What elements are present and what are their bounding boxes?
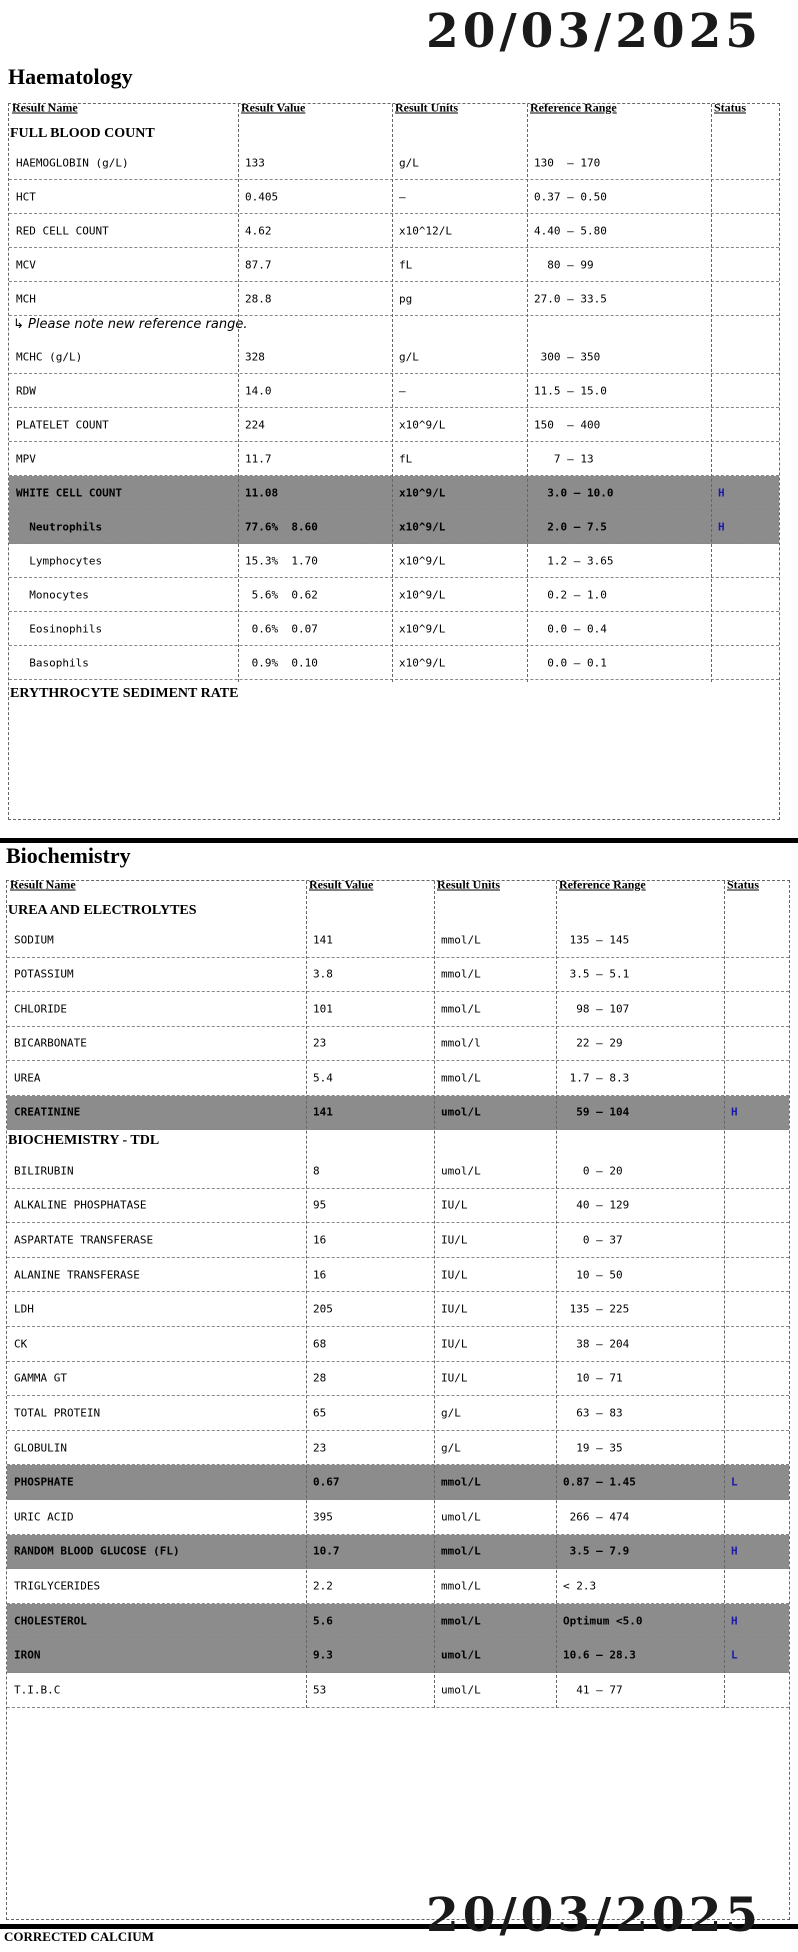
table-row <box>9 578 779 612</box>
cell-name: IRON <box>14 1648 41 1662</box>
cell-name: HCT <box>16 190 36 203</box>
cell-value: 0.67 <box>313 1475 340 1489</box>
cell-value: 0.405 <box>245 190 279 203</box>
cell-units: IU/L <box>441 1198 468 1212</box>
haematology-table <box>8 100 780 820</box>
table-row <box>7 1362 789 1397</box>
cell-range: 22 – 29 <box>563 1036 623 1050</box>
cell-range: 27.0 – 33.5 <box>534 292 607 305</box>
table-row <box>7 1673 789 1708</box>
cell-name: Neutrophils <box>16 520 103 533</box>
cell-value: 77.6% 8.60 <box>245 520 318 533</box>
cell-name: RDW <box>16 384 36 397</box>
table-row <box>7 1465 789 1500</box>
cell-value: 5.4 <box>313 1071 333 1085</box>
cell-value: 205 <box>313 1302 333 1316</box>
cell-range: 7 – 13 <box>534 452 594 465</box>
table-row <box>7 1027 789 1062</box>
table-row <box>9 248 779 282</box>
cell-range: 0.2 – 1.0 <box>534 588 607 601</box>
column-divider <box>556 881 557 1708</box>
cell-value: 68 <box>313 1337 327 1351</box>
report-date-footer: 20/03/2025 <box>426 1888 762 1943</box>
cell-range: 300 – 350 <box>534 350 601 363</box>
column-divider <box>527 104 528 682</box>
reference-range-note: ↳ Please note new reference range. <box>13 317 248 332</box>
cell-units: umol/L <box>441 1164 481 1178</box>
cell-value: 16 <box>313 1268 327 1282</box>
header-status: Status <box>714 100 747 115</box>
cell-value: 15.3% 1.70 <box>245 554 318 567</box>
table-row <box>7 1292 789 1327</box>
table-row <box>7 1604 789 1639</box>
cell-name: Basophils <box>16 656 89 669</box>
cell-value: 3.8 <box>313 967 333 981</box>
table-row <box>7 1638 789 1673</box>
cell-units: umol/L <box>441 1510 481 1524</box>
cell-value: 53 <box>313 1683 327 1697</box>
cell-name: Monocytes <box>16 588 89 601</box>
table-row <box>7 1223 789 1258</box>
cell-range: 0.0 – 0.4 <box>534 622 607 635</box>
table-row <box>9 612 779 646</box>
cell-units: x10^9/L <box>399 554 446 567</box>
cell-units: umol/L <box>441 1105 481 1119</box>
cell-status: L <box>731 1475 738 1489</box>
cell-name: Lymphocytes <box>16 554 103 567</box>
header-reference-range: Reference Range <box>559 877 646 892</box>
cell-range: 80 – 99 <box>534 258 594 271</box>
cell-status: H <box>718 486 725 499</box>
cell-range: 3.5 – 7.9 <box>563 1544 630 1558</box>
cell-units: mmol/L <box>441 967 481 981</box>
biochemistry-table <box>6 877 790 1920</box>
cell-units: mmol/L <box>441 1614 481 1628</box>
table-row <box>7 992 789 1027</box>
table-row <box>7 1154 789 1189</box>
cell-name: CK <box>14 1337 28 1351</box>
cell-range: Optimum <5.0 <box>563 1614 643 1628</box>
table-row <box>7 1258 789 1293</box>
cell-units: x10^9/L <box>399 486 446 499</box>
cell-value: 2.2 <box>313 1579 333 1593</box>
cell-units: umol/L <box>441 1648 481 1662</box>
table-row <box>9 180 779 214</box>
cell-value: 14.0 <box>245 384 272 397</box>
cell-status: H <box>718 520 725 533</box>
cell-name: HAEMOGLOBIN (g/L) <box>16 156 129 169</box>
table-row <box>9 442 779 476</box>
table-row <box>9 510 779 544</box>
cell-units: pg <box>399 292 413 305</box>
cell-units: IU/L <box>441 1337 468 1351</box>
cell-value: 101 <box>313 1002 333 1016</box>
cell-units: – <box>399 384 406 397</box>
cell-units: mmol/L <box>441 1475 481 1489</box>
cell-range: 38 – 204 <box>563 1337 630 1351</box>
cell-value: 23 <box>313 1441 327 1455</box>
cell-units: x10^9/L <box>399 418 446 431</box>
cell-name: SODIUM <box>14 933 54 947</box>
cell-units: IU/L <box>441 1302 468 1316</box>
cell-value: 65 <box>313 1406 327 1420</box>
cell-name: BILIRUBIN <box>14 1164 74 1178</box>
table-row <box>7 1431 789 1466</box>
cell-units: IU/L <box>441 1233 468 1247</box>
column-divider <box>434 881 435 1708</box>
column-divider <box>724 881 725 1708</box>
cell-name: BICARBONATE <box>14 1036 87 1050</box>
column-divider <box>238 104 239 682</box>
cell-name: MCHC (g/L) <box>16 350 83 363</box>
cell-range: 130 – 170 <box>534 156 601 169</box>
cell-status: L <box>731 1648 738 1662</box>
cell-value: 224 <box>245 418 265 431</box>
table-row <box>7 923 789 958</box>
cell-value: 9.3 <box>313 1648 333 1662</box>
cell-name: RED CELL COUNT <box>16 224 109 237</box>
cell-name: CHLORIDE <box>14 1002 67 1016</box>
table-row <box>7 1396 789 1431</box>
cell-range: 0.0 – 0.1 <box>534 656 607 669</box>
cell-units: g/L <box>441 1406 461 1420</box>
cell-range: 3.5 – 5.1 <box>563 967 630 981</box>
cell-value: 16 <box>313 1233 327 1247</box>
table-row <box>7 1500 789 1535</box>
cell-units: mmol/L <box>441 1002 481 1016</box>
cell-name: TRIGLYCERIDES <box>14 1579 101 1593</box>
table-row <box>7 1535 789 1570</box>
cell-value: 141 <box>313 1105 333 1119</box>
cell-units: x10^9/L <box>399 588 446 601</box>
cell-range: 0 – 20 <box>563 1164 623 1178</box>
esr-subhead: ERYTHROCYTE SEDIMENT RATE <box>10 686 239 701</box>
cell-units: g/L <box>399 156 419 169</box>
table-row <box>7 1569 789 1604</box>
header-reference-range: Reference Range <box>530 100 617 115</box>
cell-range: 3.0 – 10.0 <box>534 486 614 499</box>
cell-value: 28 <box>313 1371 327 1385</box>
cell-value: 0.9% 0.10 <box>245 656 318 669</box>
cell-units: x10^9/L <box>399 520 446 533</box>
cell-units: x10^12/L <box>399 224 452 237</box>
table-row <box>7 1189 789 1224</box>
cell-range: 0 – 37 <box>563 1233 623 1247</box>
table-row <box>9 340 779 374</box>
cell-range: 11.5 – 15.0 <box>534 384 607 397</box>
cell-value: 10.7 <box>313 1544 340 1558</box>
cell-status: H <box>731 1105 738 1119</box>
cell-range: 0.87 – 1.45 <box>563 1475 636 1489</box>
cell-units: IU/L <box>441 1268 468 1282</box>
cell-value: 5.6% 0.62 <box>245 588 318 601</box>
cell-range: 0.37 – 0.50 <box>534 190 607 203</box>
cell-range: 40 – 129 <box>563 1198 630 1212</box>
cell-range: 19 – 35 <box>563 1441 623 1455</box>
cell-units: mmol/L <box>441 1071 481 1085</box>
haematology-title: Haematology <box>8 64 133 89</box>
corrected-calcium-subhead: CORRECTED CALCIUM <box>4 1929 154 1944</box>
cell-units: IU/L <box>441 1371 468 1385</box>
table-header <box>9 100 779 122</box>
cell-range: 135 – 225 <box>563 1302 630 1316</box>
cell-name: ALANINE TRANSFERASE <box>14 1268 140 1282</box>
table-row <box>7 1061 789 1096</box>
header-result-units: Result Units <box>395 100 459 115</box>
table-row <box>9 282 779 316</box>
cell-value: 11.08 <box>245 486 279 499</box>
cell-range: 41 – 77 <box>563 1683 623 1697</box>
cell-value: 11.7 <box>245 452 272 465</box>
table-row <box>7 958 789 993</box>
column-divider <box>306 881 307 1708</box>
cell-units: umol/L <box>441 1683 481 1697</box>
cell-value: 8 <box>313 1164 320 1178</box>
urea-electrolytes-subhead: UREA AND ELECTROLYTES <box>8 903 197 918</box>
cell-units: mmol/l <box>441 1036 481 1050</box>
cell-value: 0.6% 0.07 <box>245 622 318 635</box>
cell-units: g/L <box>441 1441 461 1455</box>
cell-range: 2.0 – 7.5 <box>534 520 607 533</box>
cell-status: H <box>731 1614 738 1628</box>
cell-name: POTASSIUM <box>14 967 74 981</box>
cell-range: < 2.3 <box>563 1579 597 1593</box>
full-blood-count-subhead: FULL BLOOD COUNT <box>10 126 155 141</box>
cell-status: H <box>731 1544 738 1558</box>
cell-range: 10 – 50 <box>563 1268 623 1282</box>
cell-name: URIC ACID <box>14 1510 74 1524</box>
biochemistry-title: Biochemistry <box>6 843 131 868</box>
header-result-value: Result Value <box>241 100 306 115</box>
table-row <box>9 476 779 510</box>
header-result-name: Result Name <box>10 877 76 892</box>
cell-value: 95 <box>313 1198 327 1212</box>
cell-value: 23 <box>313 1036 327 1050</box>
cell-range: 266 – 474 <box>563 1510 630 1524</box>
cell-name: PLATELET COUNT <box>16 418 109 431</box>
cell-value: 28.8 <box>245 292 272 305</box>
cell-range: 4.40 – 5.80 <box>534 224 607 237</box>
cell-name: WHITE CELL COUNT <box>16 486 122 499</box>
cell-value: 395 <box>313 1510 333 1524</box>
header-result-name: Result Name <box>12 100 78 115</box>
cell-range: 98 – 107 <box>563 1002 630 1016</box>
cell-name: GLOBULIN <box>14 1441 67 1455</box>
cell-value: 328 <box>245 350 265 363</box>
table-row <box>9 374 779 408</box>
table-header <box>7 877 789 899</box>
cell-units: fL <box>399 452 413 465</box>
column-divider <box>711 104 712 682</box>
cell-name: TOTAL PROTEIN <box>14 1406 101 1420</box>
column-divider <box>392 104 393 682</box>
cell-units: x10^9/L <box>399 656 446 669</box>
cell-name: MCH <box>16 292 36 305</box>
biochemistry-tdl-subhead: BIOCHEMISTRY - TDL <box>8 1133 160 1148</box>
cell-units: x10^9/L <box>399 622 446 635</box>
cell-name: PHOSPHATE <box>14 1475 74 1489</box>
cell-units: fL <box>399 258 413 271</box>
table-row <box>9 214 779 248</box>
cell-name: Eosinophils <box>16 622 103 635</box>
cell-units: – <box>399 190 406 203</box>
cell-name: CREATININE <box>14 1105 81 1119</box>
cell-value: 87.7 <box>245 258 272 271</box>
cell-range: 63 – 83 <box>563 1406 623 1420</box>
cell-name: LDH <box>14 1302 34 1316</box>
cell-range: 150 – 400 <box>534 418 601 431</box>
cell-units: g/L <box>399 350 419 363</box>
table-row <box>9 544 779 578</box>
cell-name: GAMMA GT <box>14 1371 67 1385</box>
cell-name: ASPARTATE TRANSFERASE <box>14 1233 154 1247</box>
cell-name: MPV <box>16 452 36 465</box>
cell-range: 10 – 71 <box>563 1371 623 1385</box>
cell-units: mmol/L <box>441 1544 481 1558</box>
cell-range: 59 – 104 <box>563 1105 630 1119</box>
table-row <box>7 1096 789 1131</box>
cell-value: 141 <box>313 933 333 947</box>
header-result-value: Result Value <box>309 877 374 892</box>
cell-name: T.I.B.C <box>14 1683 61 1697</box>
cell-name: UREA <box>14 1071 41 1085</box>
cell-range: 10.6 – 28.3 <box>563 1648 636 1662</box>
cell-value: 4.62 <box>245 224 272 237</box>
header-result-units: Result Units <box>437 877 501 892</box>
cell-name: MCV <box>16 258 36 271</box>
report-date: 20/03/2025 <box>426 4 762 59</box>
table-row <box>9 408 779 442</box>
cell-range: 1.2 – 3.65 <box>534 554 614 567</box>
header-status: Status <box>727 877 760 892</box>
cell-name: RANDOM BLOOD GLUCOSE (FL) <box>14 1544 180 1558</box>
cell-range: 1.7 – 8.3 <box>563 1071 630 1085</box>
cell-name: ALKALINE PHOSPHATASE <box>14 1198 147 1212</box>
cell-units: mmol/L <box>441 933 481 947</box>
cell-value: 133 <box>245 156 265 169</box>
table-row <box>9 146 779 180</box>
table-row <box>7 1327 789 1362</box>
cell-name: CHOLESTEROL <box>14 1614 87 1628</box>
cell-value: 5.6 <box>313 1614 333 1628</box>
cell-units: mmol/L <box>441 1579 481 1593</box>
table-row <box>9 646 779 680</box>
cell-range: 135 – 145 <box>563 933 630 947</box>
